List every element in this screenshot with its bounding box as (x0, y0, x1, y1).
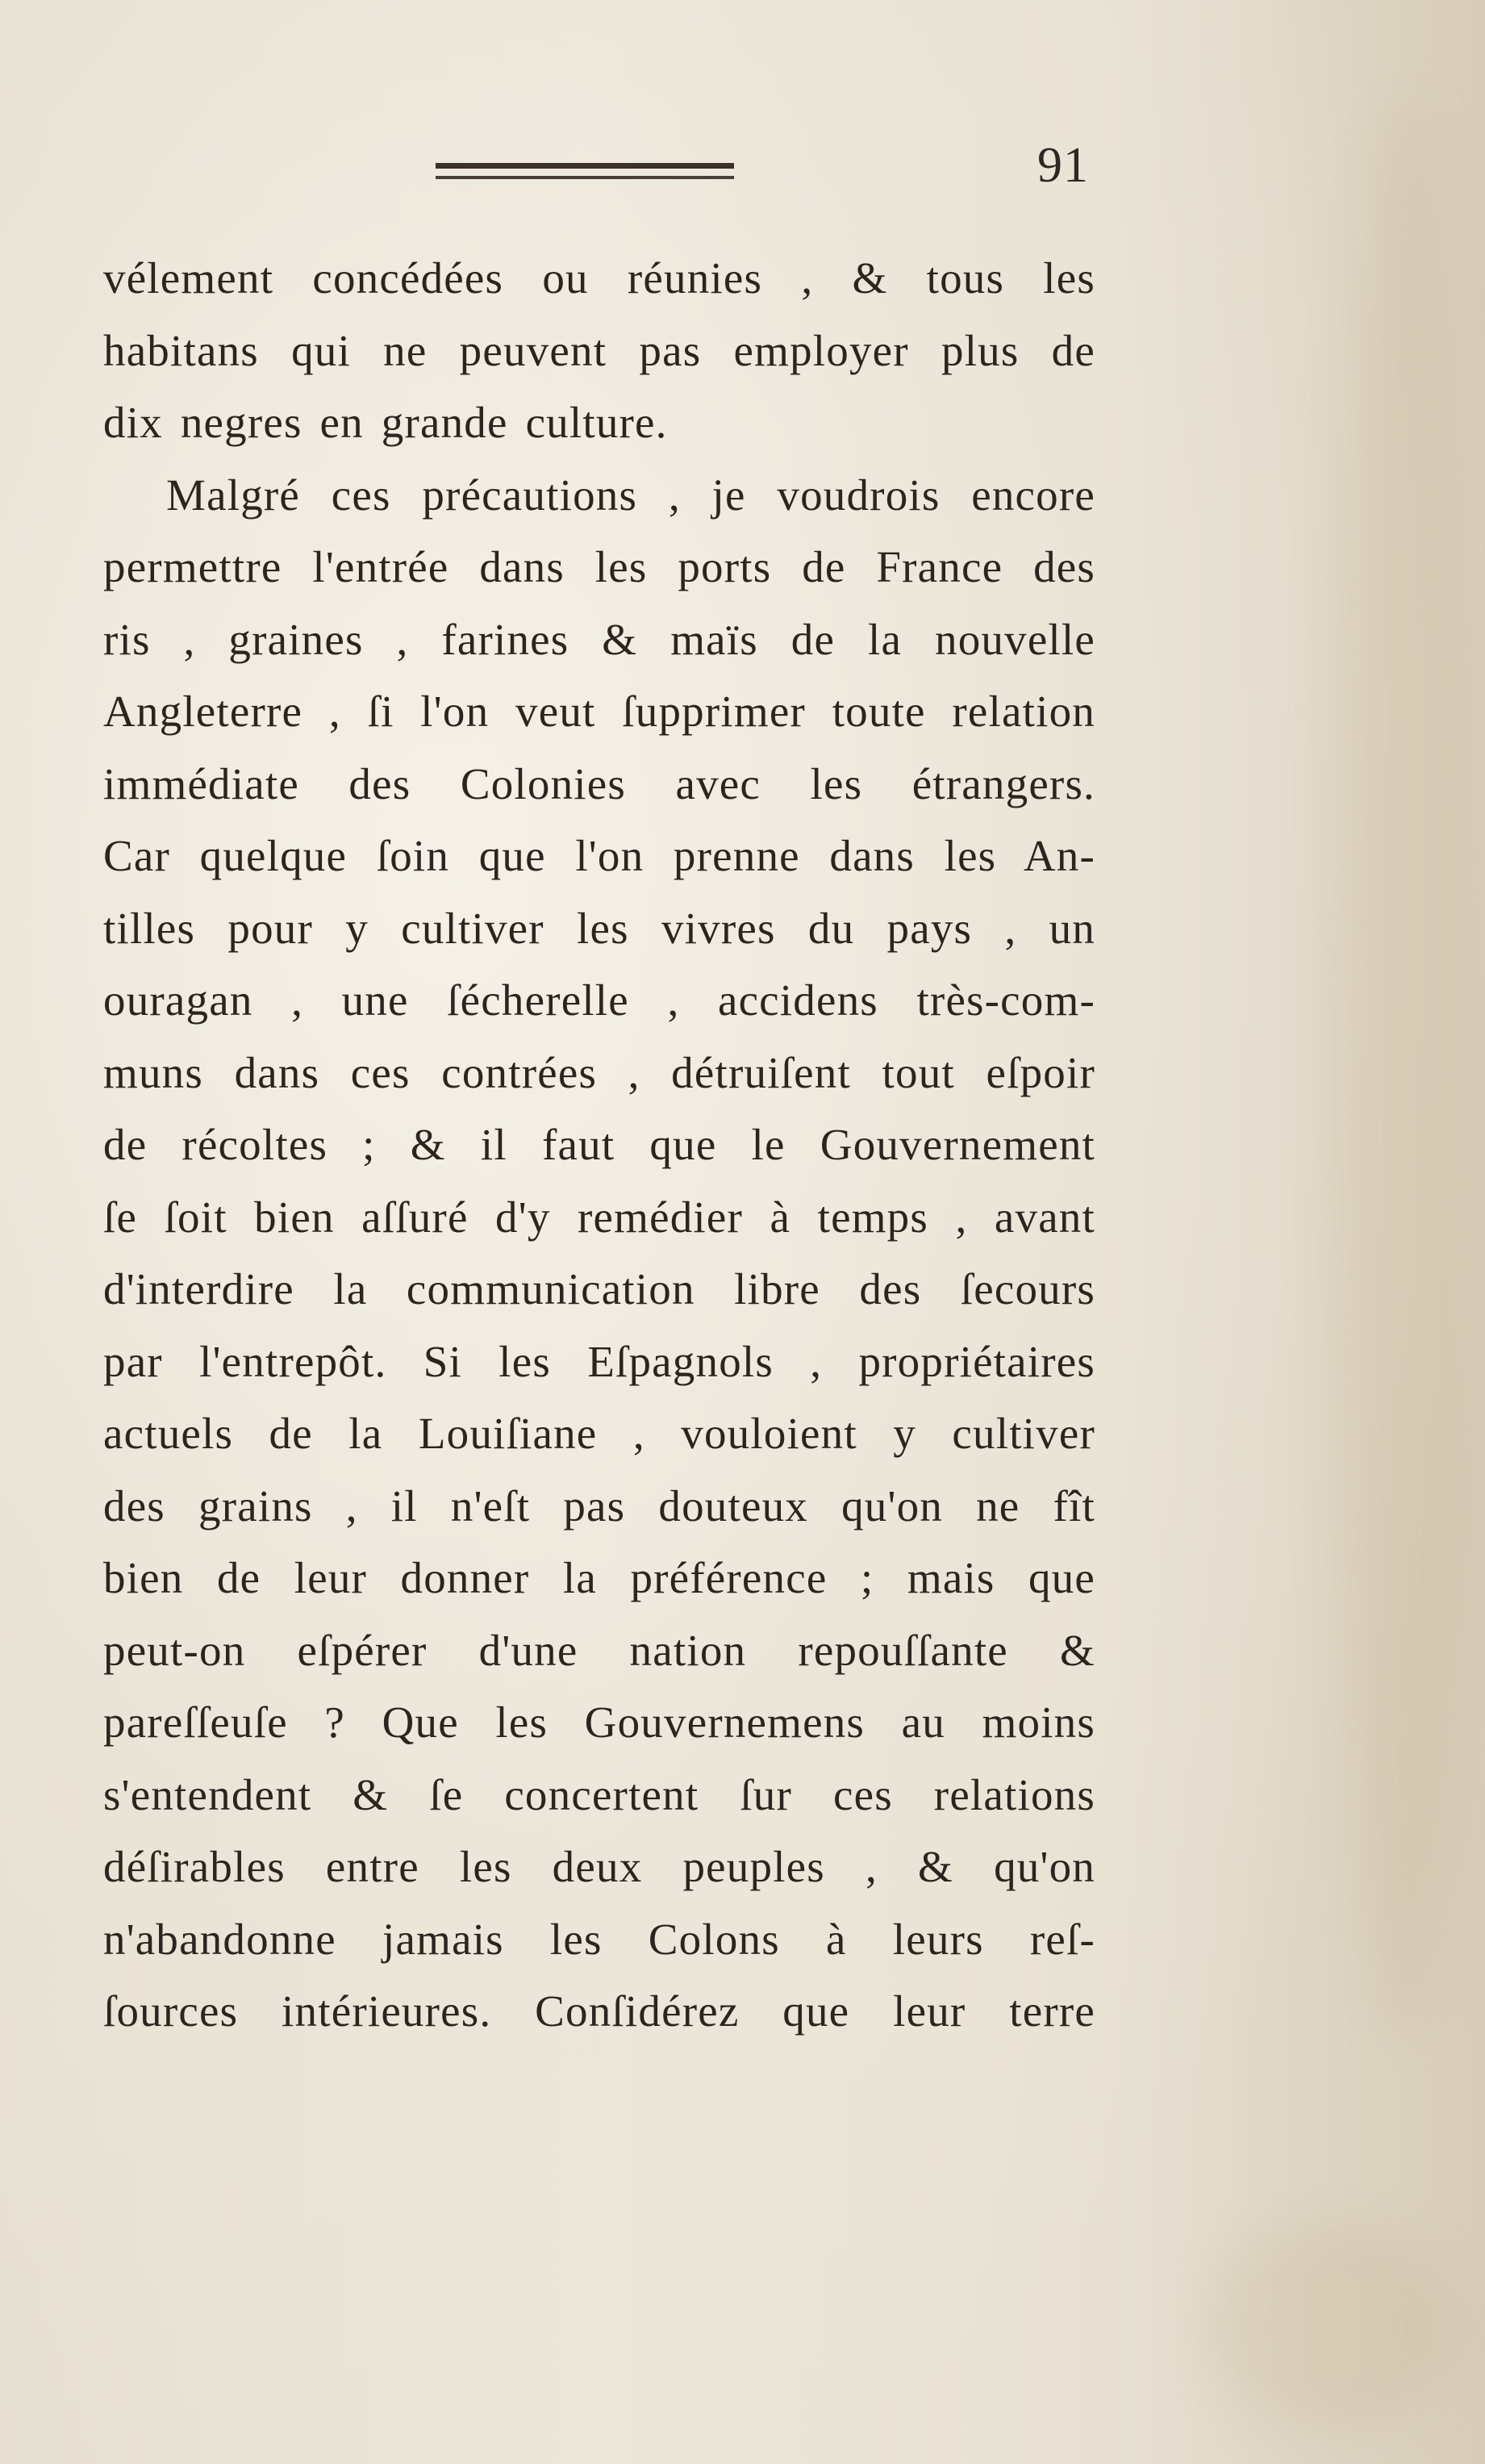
text-line: actuels de la Louiſiane , vouloient y cultiver (103, 1409, 1095, 1458)
text-line: tilles pour y cultiver les vivres du pays , un (103, 903, 1095, 953)
text-line: muns dans ces contrées , détruiſent tout eſpoir (103, 1047, 1095, 1097)
text-line: Angleterre , ſi l'on veut ſupprimer toute relation (103, 687, 1095, 736)
text-line: pareſſeuſe ? Que les Gouvernemens au moins (103, 1698, 1095, 1747)
text-line: déſirables entre les deux peuples , & qu'on (103, 1842, 1095, 1891)
text-line: permettre l'entrée dans les ports de France des (103, 542, 1095, 591)
page-number: 91 (1037, 138, 1089, 193)
paragraph-first-line: Malgré ces précautions , je voudrois encore (166, 470, 1095, 520)
text-line: vélement concédées ou réunies , & tous les (103, 253, 1095, 303)
page-header (428, 138, 1089, 218)
text-line: s'entendent & ſe concertent ſur ces relations (103, 1769, 1095, 1819)
text-line: ris , graines , farines & maïs de la nouvelle (103, 614, 1095, 664)
paper-stain (1211, 2222, 1453, 2432)
text-line: bien de leur donner la préférence ; mais que (103, 1553, 1095, 1602)
text-line: peut-on eſpérer d'une nation repouſſante & (103, 1625, 1095, 1675)
text-line: ouragan , une ſécherelle , accidens très-com- (103, 975, 1095, 1025)
header-rule (436, 163, 734, 169)
text-line: Car quelque ſoin que l'on prenne dans les An- (103, 831, 1095, 880)
text-line: de récoltes ; & il faut que le Gouvernement (103, 1120, 1095, 1169)
text-line: ſe ſoit bien aſſuré d'y remédier à temps , avant (103, 1192, 1095, 1242)
text-line: d'interdire la communication libre des ſecours (103, 1264, 1095, 1313)
paper-stain (1332, 97, 1477, 2033)
text-line: immédiate des Colonies avec les étrangers. (103, 758, 1095, 808)
text-line: par l'entrepôt. Si les Eſpagnols , propriétaires (103, 1336, 1095, 1386)
text-line: n'abandonne jamais les Colons à leurs reſ- (103, 1914, 1095, 1964)
body-text (103, 242, 1095, 2048)
text-line: des grains , il n'eſt pas douteux qu'on ne fît (103, 1480, 1095, 1531)
text-line: habitans qui ne peuvent pas employer plus de (103, 325, 1095, 375)
text-line: dix negres en grande culture. (103, 398, 668, 447)
header-rule (436, 176, 734, 179)
text-line: ſources intérieures. Conſidérez que leur terre (103, 1986, 1095, 2036)
